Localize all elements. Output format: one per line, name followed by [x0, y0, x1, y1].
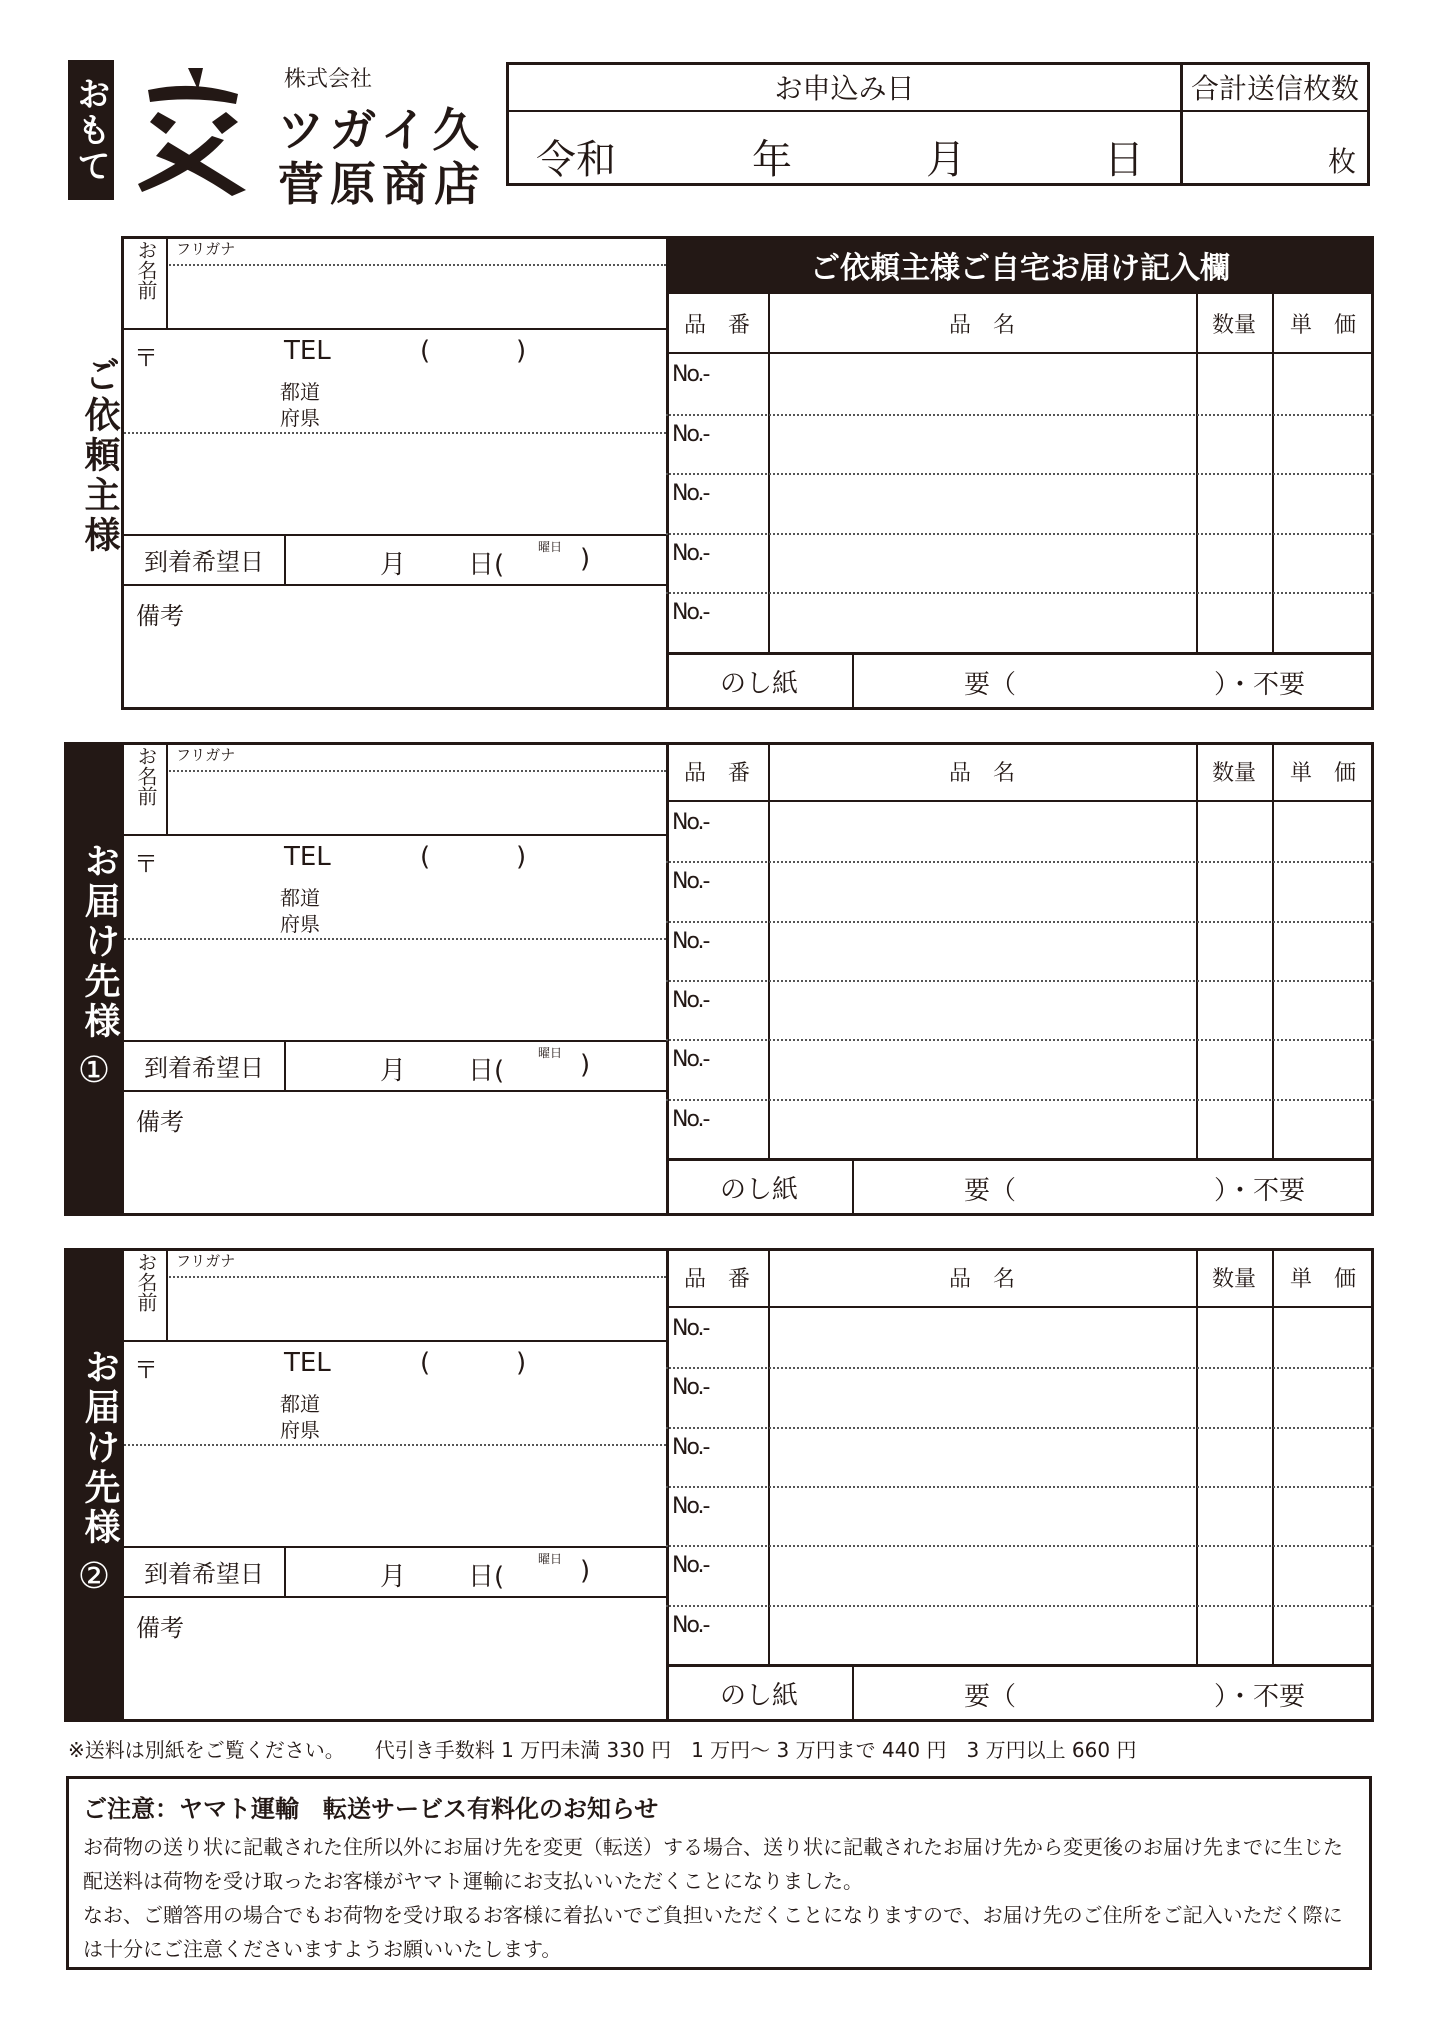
item-row[interactable]: [770, 804, 1370, 859]
item-row[interactable]: [770, 863, 1370, 918]
remarks-label: 備考: [136, 602, 184, 630]
tel-paren-close: ): [516, 1348, 527, 1378]
name-input[interactable]: [170, 774, 662, 830]
address-input[interactable]: [128, 1448, 662, 1542]
remarks-label: 備考: [136, 1614, 184, 1642]
item-row[interactable]: [770, 1101, 1370, 1156]
year-label: 年: [752, 137, 792, 183]
furigana-label: フリガナ: [176, 240, 236, 258]
item-row[interactable]: [770, 1041, 1370, 1096]
tel-label: TEL: [284, 336, 331, 366]
noshi-not-required-option[interactable]: ）・不要: [1214, 1682, 1306, 1712]
notice-box: [66, 1776, 1372, 1970]
item-row-number: No.-: [672, 1553, 709, 1579]
noshi-not-required-option[interactable]: ）・不要: [1214, 670, 1306, 700]
month-label: 月: [926, 137, 966, 183]
tel-label: TEL: [284, 842, 331, 872]
section-side-number: ②: [77, 1555, 111, 1597]
tel-paren-open: (: [420, 1348, 431, 1378]
item-row-number: No.-: [672, 1047, 709, 1073]
item-row-number: No.-: [672, 600, 709, 626]
item-row[interactable]: [770, 982, 1370, 1037]
col-header-qty: 数量: [1211, 312, 1256, 338]
sheet-unit: 枚: [1328, 145, 1357, 178]
tel-paren-open: (: [420, 336, 431, 366]
side-tag: おもて: [68, 60, 114, 200]
name-label: お名前: [134, 1252, 158, 1312]
col-header-name: 品 名: [948, 312, 1015, 338]
item-row-number: No.-: [672, 928, 709, 954]
col-header-name: 品 名: [948, 1266, 1015, 1292]
shipping-fee-note: ※送料は別紙をご覧ください。 代引き手数料 1 万円未満 330 円 1 万円〜 3 万円まで 440 円 3 万円以上 660 円: [68, 1738, 1137, 1762]
item-row[interactable]: [770, 923, 1370, 978]
arrival-day-label: 日(: [468, 550, 505, 580]
col-header-code: 品 番: [683, 312, 750, 338]
company-name-line2: 菅原商店: [278, 157, 486, 211]
logo-mark-icon: [128, 60, 258, 200]
prefecture-label-1: 都道: [280, 380, 320, 404]
item-row-number: No.-: [672, 869, 709, 895]
arrival-close-paren: ): [580, 1556, 591, 1586]
arrival-month-label: 月: [380, 550, 407, 580]
weekday-label: 曜日: [538, 540, 563, 554]
item-row-number: No.-: [672, 1375, 709, 1401]
item-row-number: No.-: [672, 481, 709, 507]
section-side-label: ご依頼主様: [79, 356, 120, 556]
notice-title: ご注意：ヤマト運輸 転送サービス有料化のお知らせ: [83, 1795, 659, 1823]
arrival-month-label: 月: [380, 1562, 407, 1592]
item-row-number: No.-: [672, 1494, 709, 1519]
item-row-number: No.-: [672, 540, 709, 566]
col-header-code: 品 番: [683, 760, 750, 786]
item-row-number: No.-: [672, 421, 709, 447]
col-header-name: 品 名: [948, 760, 1015, 786]
noshi-label: のし紙: [719, 668, 798, 699]
item-row-number: No.-: [672, 362, 709, 387]
arrival-date-label: 到着希望日: [144, 1559, 264, 1588]
prefecture-label-1: 都道: [280, 886, 320, 910]
item-row[interactable]: [770, 1369, 1370, 1424]
tel-paren-open: (: [420, 842, 431, 872]
prefecture-label-1: 都道: [280, 1392, 320, 1416]
item-row[interactable]: [770, 1488, 1370, 1543]
item-row-number: No.-: [672, 1612, 709, 1638]
col-header-qty: 数量: [1211, 760, 1256, 786]
tel-label: TEL: [284, 1348, 331, 1378]
name-input[interactable]: [170, 268, 662, 324]
total-sheets-label: 合計送信枚数: [1190, 72, 1359, 105]
item-row[interactable]: [770, 1429, 1370, 1484]
noshi-required-option[interactable]: 要（: [964, 670, 1017, 700]
remarks-input[interactable]: [128, 1640, 662, 1718]
notice-paragraph-1: お荷物の送り状に記載された住所以外にお届け先を変更（転送）する場合、送り状に記載されたお届け先から変更後のお届け先までに生じた配送料は荷物を受け取ったお客様がヤマト運輸にお支払いいただくことになりました。: [83, 1835, 1343, 1893]
prefecture-label-2: 府県: [280, 1418, 320, 1442]
address-input[interactable]: [128, 436, 662, 530]
arrival-month-label: 月: [380, 1056, 407, 1086]
remarks-input[interactable]: [128, 1134, 662, 1212]
item-row[interactable]: [770, 594, 1370, 650]
noshi-required-option[interactable]: 要（: [964, 1176, 1017, 1206]
name-label: お名前: [134, 240, 158, 300]
furigana-label: フリガナ: [176, 746, 236, 764]
col-header-code: 品 番: [683, 1266, 750, 1292]
company-name-line1: ツガイ久: [278, 103, 485, 157]
name-label: お名前: [134, 746, 158, 806]
arrival-close-paren: ): [580, 544, 591, 574]
item-row-number: No.-: [672, 1316, 709, 1341]
furigana-label: フリガナ: [176, 1252, 236, 1270]
day-label: 日: [1104, 137, 1144, 183]
arrival-date-label: 到着希望日: [144, 1053, 264, 1082]
item-row-number: No.-: [672, 1106, 709, 1132]
section-heading: ご依頼主様ご自宅お届け記入欄: [666, 236, 1374, 294]
section-side-label: お届け先様: [79, 1348, 120, 1548]
col-header-price: 単 価: [1289, 312, 1356, 338]
tel-paren-close: ): [516, 842, 527, 872]
item-row-number: No.-: [672, 1434, 709, 1460]
name-input[interactable]: [170, 1280, 662, 1336]
remarks-label: 備考: [136, 1108, 184, 1136]
postal-label: 〒: [134, 1356, 158, 1384]
item-row[interactable]: [770, 1310, 1370, 1365]
item-row[interactable]: [770, 535, 1370, 591]
weekday-label: 曜日: [538, 1552, 563, 1566]
section-side-number: [70, 540, 118, 588]
address-input[interactable]: [128, 942, 662, 1036]
item-row[interactable]: [770, 475, 1370, 531]
item-row[interactable]: [770, 356, 1370, 412]
postal-label: 〒: [134, 344, 158, 372]
company-prefix: 株式会社: [284, 67, 373, 92]
arrival-close-paren: ): [580, 1050, 591, 1080]
col-header-price: 単 価: [1289, 1266, 1356, 1292]
prefecture-label-2: 府県: [280, 406, 320, 430]
remarks-input[interactable]: [128, 628, 662, 706]
item-row-number: No.-: [672, 810, 709, 835]
era-label: 令和: [536, 137, 616, 183]
col-header-price: 単 価: [1289, 760, 1356, 786]
prefecture-label-2: 府県: [280, 912, 320, 936]
noshi-required-option[interactable]: 要（: [964, 1682, 1017, 1712]
arrival-day-label: 日(: [468, 1056, 505, 1086]
noshi-label: のし紙: [719, 1680, 798, 1711]
item-row-number: No.-: [672, 988, 709, 1013]
apply-date-label: お申込み日: [774, 72, 915, 105]
item-row[interactable]: [770, 416, 1370, 472]
notice-paragraph-2: なお、ご贈答用の場合でもお荷物を受け取るお客様に着払いでご負担いただくことになりますので、お届け先のご住所をご記入いただく際には十分にご注意くださいますようお願いいたします。: [83, 1903, 1343, 1961]
arrival-day-label: 日(: [468, 1562, 505, 1592]
item-row[interactable]: [770, 1547, 1370, 1602]
noshi-label: のし紙: [719, 1174, 798, 1205]
tel-paren-close: ): [516, 336, 527, 366]
noshi-not-required-option[interactable]: ）・不要: [1214, 1176, 1306, 1206]
section-side-number: ①: [77, 1049, 111, 1091]
section-side-label: お届け先様: [79, 842, 120, 1042]
postal-label: 〒: [134, 850, 158, 878]
arrival-date-label: 到着希望日: [144, 547, 264, 576]
weekday-label: 曜日: [538, 1046, 563, 1060]
item-row[interactable]: [770, 1607, 1370, 1662]
col-header-qty: 数量: [1211, 1266, 1256, 1292]
